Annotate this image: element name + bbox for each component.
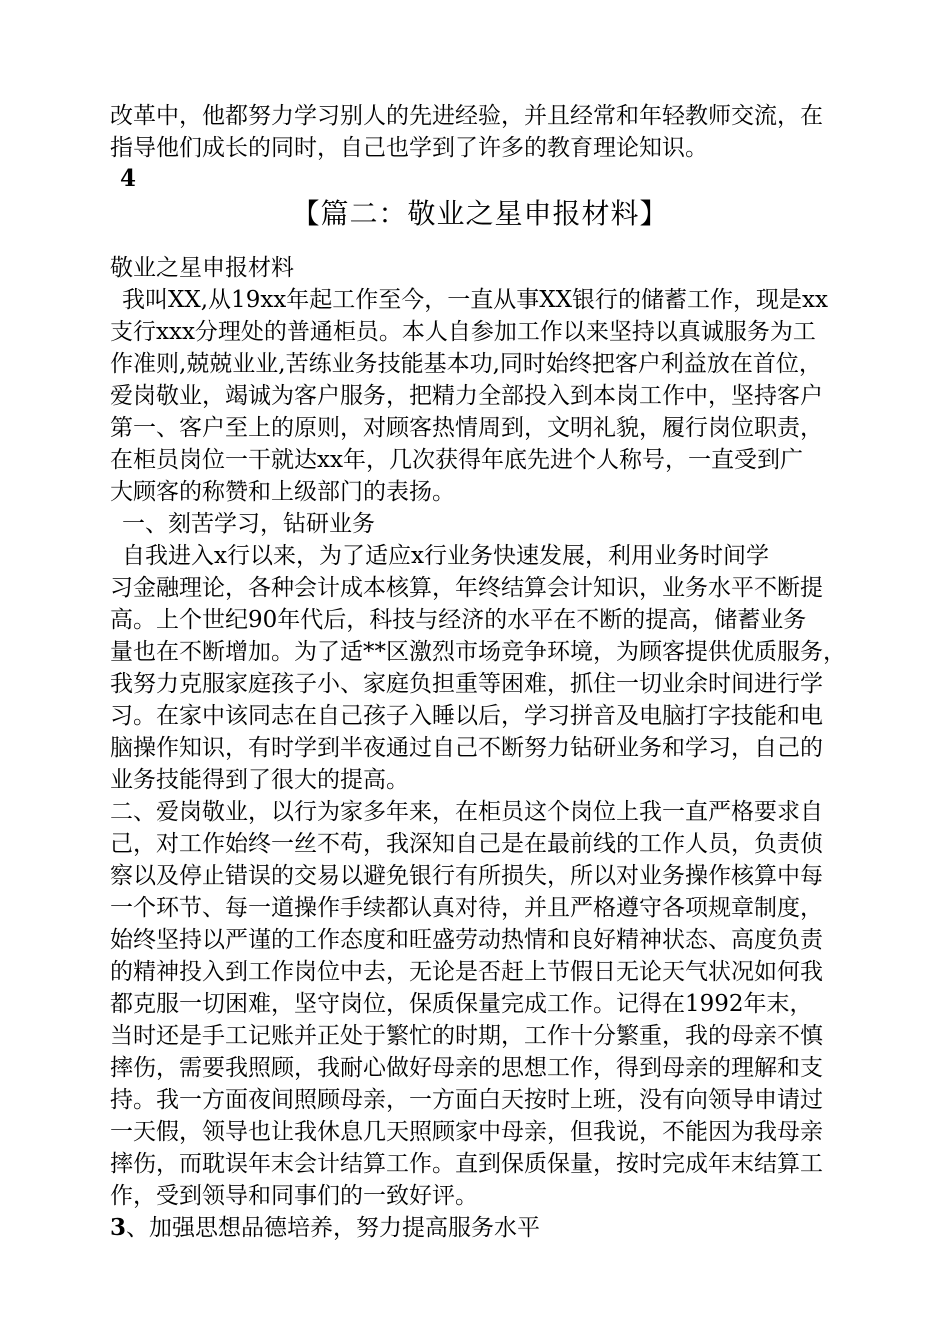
text-line: 始终坚持以严谨的工作态度和旺盛劳动热情和良好精神状态、高度负责 — [110, 927, 823, 953]
text-line: 二、爱岗敬业，以行为家多年来，在柜员这个岗位上我一直严格要求自 — [110, 799, 823, 825]
paragraph-study — [110, 540, 850, 796]
text-line: 我叫XX,从19xx年起工作至今，一直从事XX银行的储蓄工作，现是xx — [122, 287, 828, 313]
text-line: 大顾客的称赞和上级部门的表扬。 — [110, 479, 455, 505]
text-line: 己，对工作始终一丝不苟，我深知自己是在最前线的工作人员，负责侦 — [110, 831, 823, 857]
text-line: 察以及停止错误的交易以避免银行有所损失，所以对业务操作核算中每 — [110, 863, 823, 889]
section-title: 【篇二：敬业之星申报材料】 — [291, 197, 669, 230]
paragraph-dedication — [110, 796, 850, 1212]
text-line: 支行xxx分理处的普通柜员。本人自参加工作以来坚持以真诚服务为工 — [110, 319, 816, 345]
intro-paragraph — [110, 100, 850, 164]
text-line: 在柜员岗位一干就达xx年，几次获得年底先进个人称号，一直受到广 — [110, 447, 803, 473]
text-line: 改革中，他都努力学习别人的先进经验，并且经常和年轻教师交流，在 — [110, 103, 823, 129]
text-line: 当时还是手工记账并正处于繁忙的时期，工作十分繁重，我的母亲不慎 — [110, 1023, 823, 1049]
text-line: 自我进入x行以来，为了适应x行业务快速发展，利用业务时间学 — [122, 543, 769, 569]
text-line: 作准则,兢兢业业,苦练业务技能基本功,同时始终把客户利益放在首位， — [110, 351, 822, 377]
document-title: 敬业之星申报材料 — [110, 255, 294, 281]
text-line: 高。上个世纪90年代后，科技与经济的水平在不断的提高，储蓄业务 — [110, 607, 807, 633]
text-line: 都克服一切困难，坚守岗位，保质保量完成工作。记得在1992年末， — [110, 991, 813, 1017]
text-line: 脑操作知识，有时学到半夜通过自己不断努力钻研业务和学习，自己的 — [110, 735, 823, 761]
text-line: 的精神投入到工作岗位中去，无论是否赶上节假日无论天气状况如何我 — [110, 959, 823, 985]
text-line: 摔伤，需要我照顾，我耐心做好母亲的思想工作，得到母亲的理解和支 — [110, 1055, 823, 1081]
heading-service — [110, 1212, 850, 1244]
paragraph-introduction — [110, 284, 850, 508]
text-line: 量也在不断增加。为了适**区激烈市场竞争环境，为顾客提供优质服务， — [110, 639, 846, 665]
text-line: 一个环节、每一道操作手续都认真对待，并且严格遵守各项规章制度， — [110, 895, 823, 921]
page-number: 4 — [120, 165, 137, 192]
text-line: 习。在家中该同志在自己孩子入睡以后，学习拼音及电脑打字技能和电 — [110, 703, 823, 729]
text-line: 一天假，领导也让我休息几天照顾家中母亲，但我说，不能因为我母亲 — [110, 1119, 823, 1145]
text-line: 作，受到领导和同事们的一致好评。 — [110, 1183, 478, 1209]
text-line: 业务技能得到了很大的提高。 — [110, 767, 409, 793]
text-line: 指导他们成长的同时，自己也学到了许多的教育理论知识。 — [110, 135, 708, 161]
document-page — [110, 100, 850, 1244]
text-line: 习金融理论，各种会计成本核算，年终结算会计知识，业务水平不断提 — [110, 575, 823, 601]
text-line: 第一、客户至上的原则，对顾客热情周到，文明礼貌，履行岗位职责， — [110, 415, 823, 441]
heading-number: 3 — [110, 1214, 127, 1241]
heading-text: 、加强思想品德培养，努力提高服务水平 — [126, 1215, 541, 1241]
text-line: 我努力克服家庭孩子小、家庭负担重等困难，抓住一切业余时间进行学 — [110, 671, 823, 697]
text-line: 爱岗敬业，竭诚为客户服务，把精力全部投入到本岗工作中，坚持客户 — [110, 383, 823, 409]
text-line: 摔伤，而耽误年末会计结算工作。直到保质保量，按时完成年末结算工 — [110, 1151, 823, 1177]
heading-study: 一、刻苦学习，钻研业务 — [122, 511, 375, 537]
text-line: 持。我一方面夜间照顾母亲，一方面白天按时上班，没有向领导申请过 — [110, 1087, 823, 1113]
